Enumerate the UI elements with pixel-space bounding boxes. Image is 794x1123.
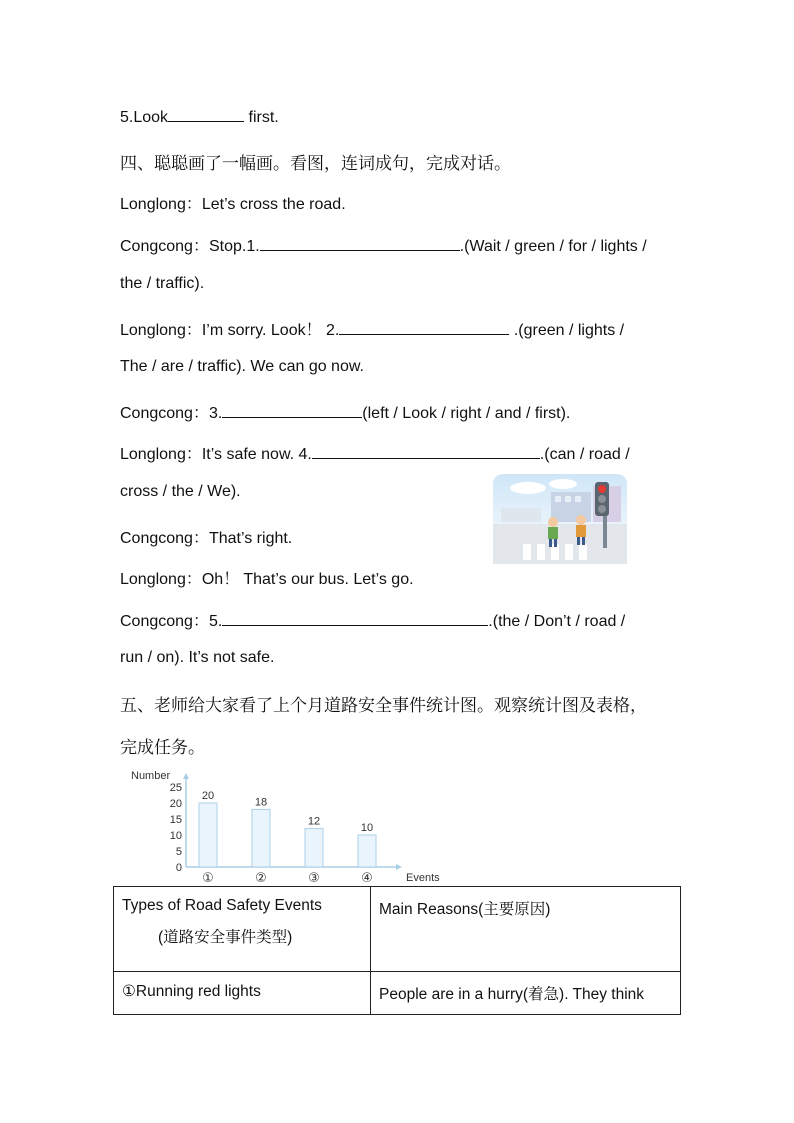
bar-value-label: 12 xyxy=(307,815,321,828)
section-4-heading: 四、聪聪画了一幅画。看图，连词成句，完成对话。 xyxy=(120,154,511,173)
x-axis-arrow xyxy=(396,864,402,870)
speaker: Longlong： xyxy=(120,322,202,339)
section-5-heading: 五、老师给大家看了上个月道路安全事件统计图。观察统计图及表格， xyxy=(120,696,647,715)
y-tick-label: 15 xyxy=(169,814,182,826)
question-5 xyxy=(120,107,279,127)
bar xyxy=(305,829,323,867)
dialogue-line xyxy=(120,441,630,464)
speaker: Longlong： xyxy=(120,571,202,588)
dialogue-text: 3. xyxy=(208,405,223,422)
speaker: Longlong： xyxy=(120,196,202,213)
dialogue-text: cross / the / We). xyxy=(120,483,241,500)
dialogue-text: The / are / traffic). We can go now. xyxy=(120,358,364,375)
speaker: Longlong： xyxy=(120,446,202,463)
dialogue-text: the / traffic). xyxy=(120,275,205,292)
row-reason: People are in a hurry(着急). They think xyxy=(379,986,645,1003)
q5-suffix: first. xyxy=(244,109,279,126)
dialogue-text: 5. xyxy=(208,613,223,630)
bar-value-label: 18 xyxy=(254,796,268,809)
section-5-heading-cont: 完成任务。 xyxy=(120,738,205,757)
dialogue-text: run / on). It’s not safe. xyxy=(120,649,275,666)
dialogue-text: I’m sorry. Look！ 2. xyxy=(201,322,340,339)
y-tick-label: 20 xyxy=(169,798,182,810)
table-header-types xyxy=(114,887,371,972)
bar-value-label: 20 xyxy=(201,790,215,802)
answer-blank[interactable] xyxy=(260,236,460,251)
answer-blank[interactable] xyxy=(222,611,488,626)
speaker: Congcong： xyxy=(120,530,209,547)
traffic-light-illustration xyxy=(493,474,627,564)
x-tick-label: ④ xyxy=(361,871,373,886)
q5-prefix: 5.Look xyxy=(120,109,169,126)
dialogue-line xyxy=(120,400,570,423)
dialogue-line xyxy=(120,191,346,214)
answer-blank[interactable] xyxy=(312,444,540,459)
speaker: Congcong： xyxy=(120,405,209,422)
header-types-cn: (道路安全事件类型) xyxy=(158,929,293,946)
table-row xyxy=(114,972,681,1015)
dialogue-line xyxy=(120,317,624,340)
x-tick-label: ② xyxy=(255,871,267,886)
dialogue-hint: (left / Look / right / and / first). xyxy=(362,405,571,422)
dialogue-text: It’s safe now. 4. xyxy=(201,446,312,463)
chart-svg xyxy=(128,766,440,886)
x-axis-label: Events xyxy=(406,872,440,884)
dialogue-line xyxy=(120,358,364,376)
y-tick-label: 25 xyxy=(169,782,182,794)
dialogue-line xyxy=(120,525,292,548)
street-scene-icon xyxy=(493,474,627,564)
events-bar-chart xyxy=(128,766,440,886)
header-reasons: Main Reasons(主要原因) xyxy=(379,901,551,918)
dialogue-line xyxy=(120,483,241,501)
dialogue-line xyxy=(120,649,274,667)
dialogue-hint: .(green / lights / xyxy=(509,322,625,339)
dialogue-line xyxy=(120,566,414,589)
table-cell-reason xyxy=(371,972,681,1015)
dialogue-line xyxy=(120,233,647,256)
road-safety-table xyxy=(113,886,681,1015)
answer-blank[interactable] xyxy=(339,320,509,335)
dialogue-text: Oh！ That’s our bus. Let’s go. xyxy=(201,571,414,588)
answer-blank[interactable] xyxy=(222,403,362,418)
row-event: ①Running red lights xyxy=(122,983,261,1000)
x-tick-label: ① xyxy=(202,871,214,886)
dialogue-hint: .(can / road / xyxy=(539,446,630,463)
bar xyxy=(252,809,270,867)
bar xyxy=(358,835,376,867)
dialogue-line xyxy=(120,608,625,631)
answer-blank[interactable] xyxy=(168,107,244,122)
dialogue-text: Let’s cross the road. xyxy=(201,196,346,213)
table-header-reasons xyxy=(371,887,681,972)
speaker: Congcong： xyxy=(120,238,209,255)
table-cell-event xyxy=(114,972,371,1015)
x-tick-label: ③ xyxy=(308,871,320,886)
dialogue-hint: .(Wait / green / for / lights / xyxy=(459,238,647,255)
bar xyxy=(199,803,217,867)
dialogue-line xyxy=(120,275,204,293)
dialogue-hint: .(the / Don’t / road / xyxy=(488,613,626,630)
bar-value-label: 10 xyxy=(360,822,374,834)
dialogue-text: That’s right. xyxy=(208,530,293,547)
y-axis-arrow xyxy=(183,773,189,779)
table-header-row xyxy=(114,887,681,972)
dialogue-text: Stop.1. xyxy=(208,238,260,255)
y-axis-label: Number xyxy=(131,770,171,782)
y-tick-label: 0 xyxy=(175,862,182,874)
speaker: Congcong： xyxy=(120,613,209,630)
y-tick-label: 5 xyxy=(175,846,182,858)
header-types-en: Types of Road Safety Events xyxy=(122,897,322,914)
y-tick-label: 10 xyxy=(169,830,182,842)
